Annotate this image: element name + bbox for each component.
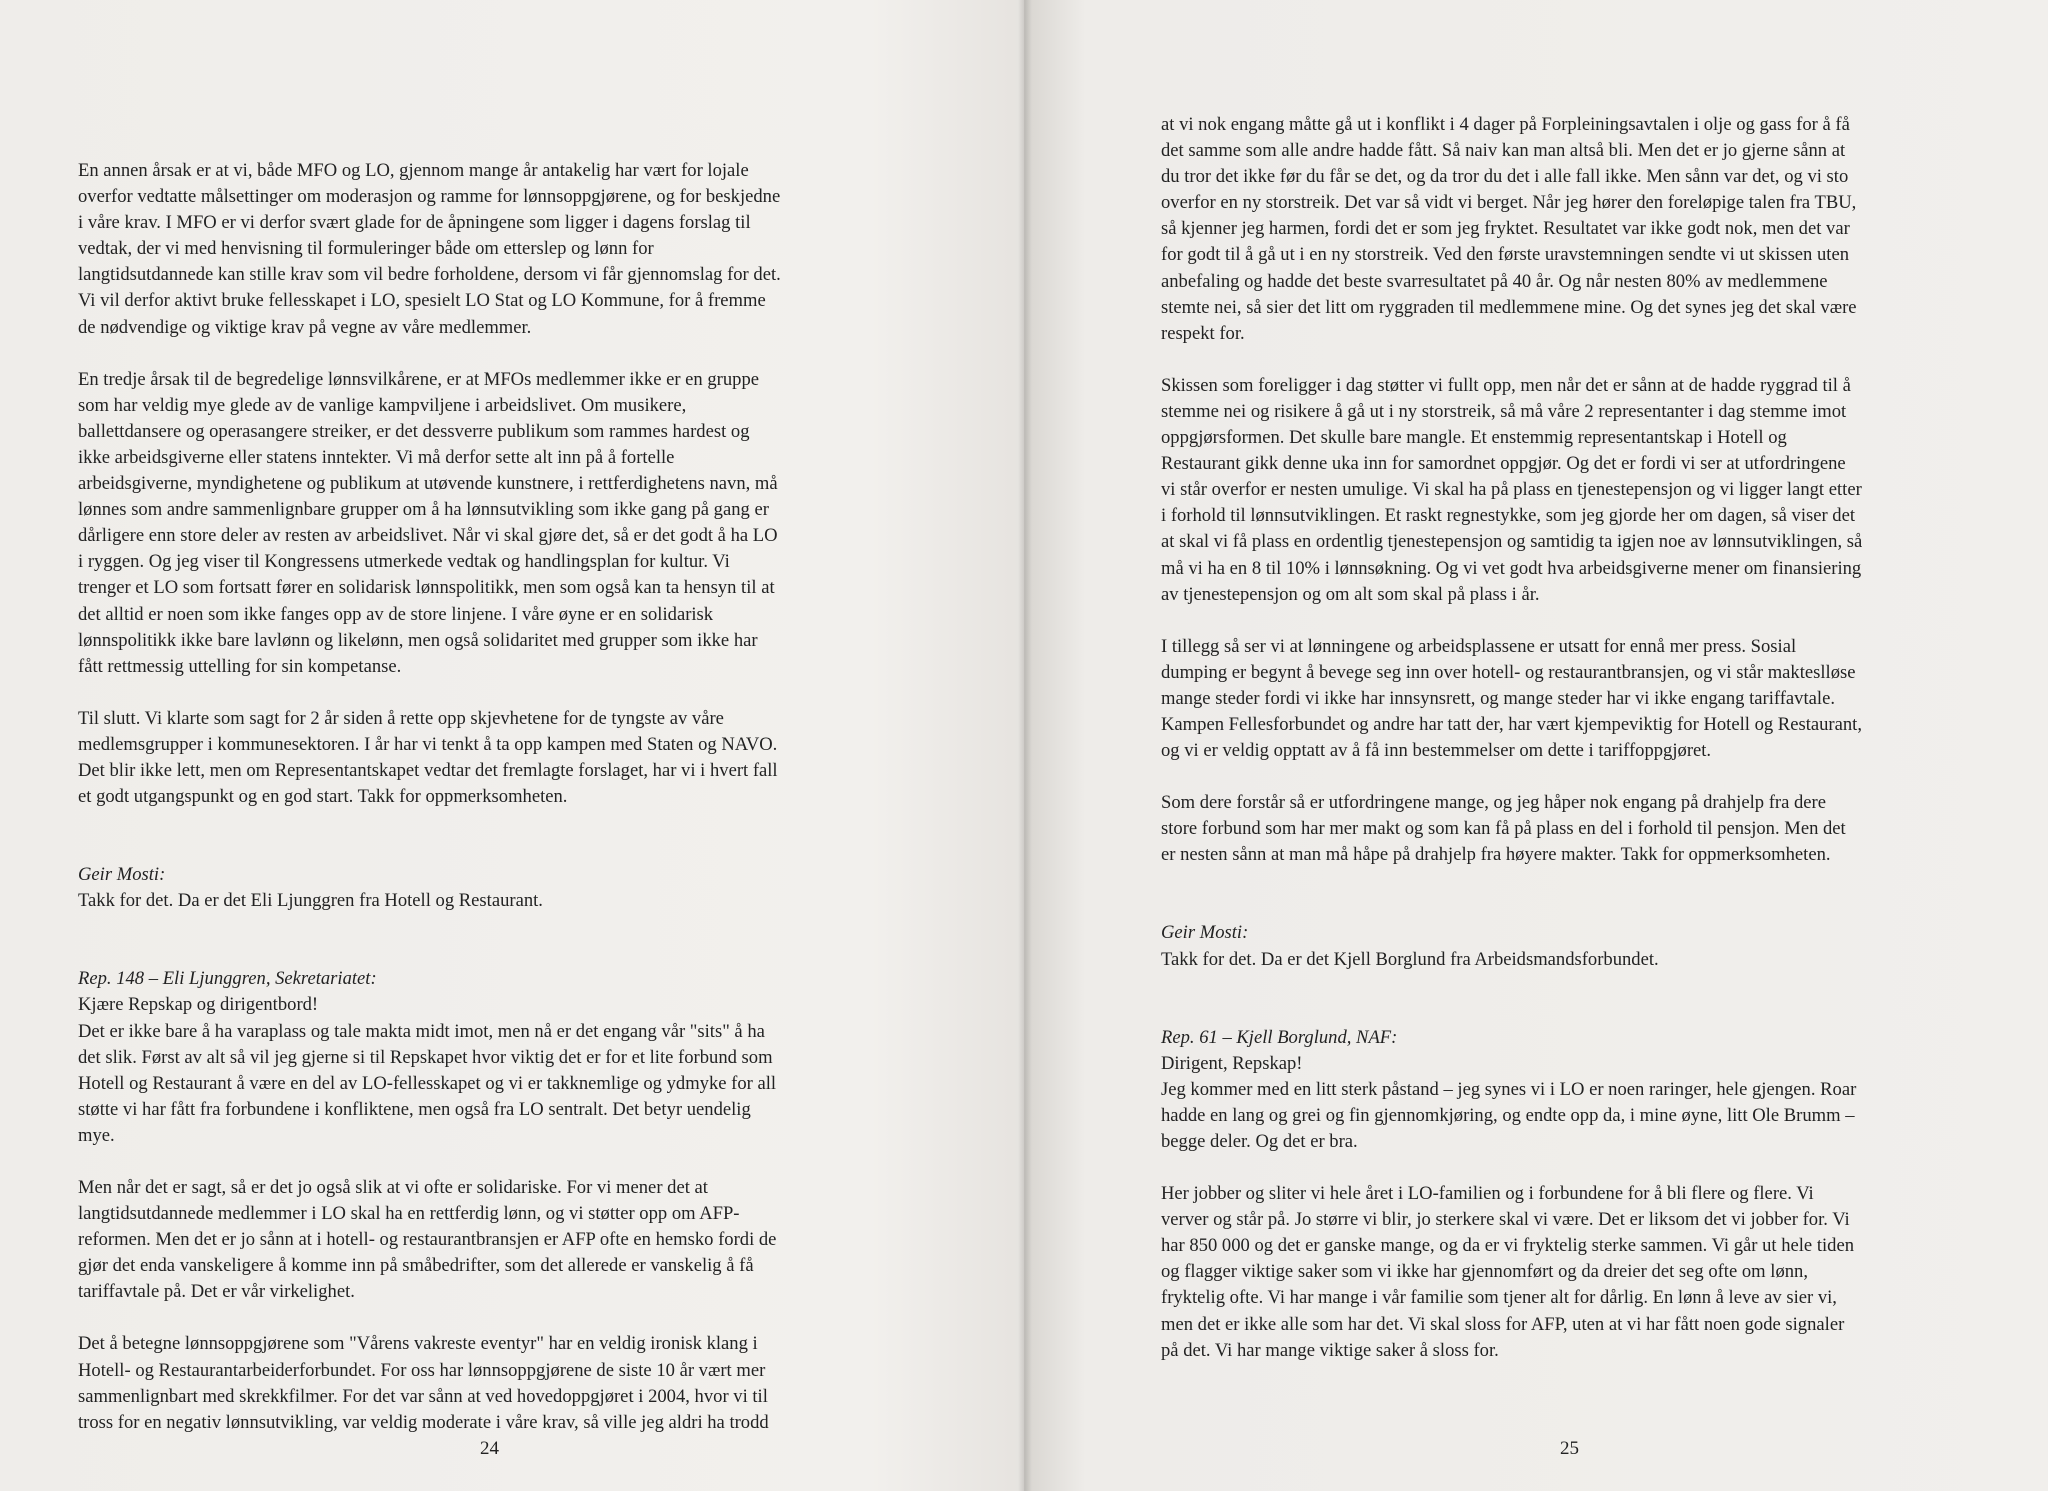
text-line: har 850 000 og det er ganske mange, og da er vi fryktelig sterke sammen. Vi går ut hele tiden [1161, 1235, 1855, 1257]
text-line: begge deler. Og det er bra. [1161, 1131, 1358, 1152]
paragraph [1161, 373, 2011, 608]
text-line: dumping er begynt å bevege seg inn over hotell- og restaurantbransjen, og vi står makteslløse [1161, 661, 1856, 683]
text-line: Jeg kommer med en litt sterk påstand – jeg synes vi i LO er noen raringer, hele gjengen. Roar [1161, 1078, 1857, 1100]
text-line: Dirigent, Repskap! [1161, 1052, 1303, 1074]
text-line: og vi er veldig opptatt av å få inn bestemmelser om dette i tariffoppgjøret. [1161, 740, 1712, 762]
text-line: det alltid er noen som ikke fanges opp av de store linjene. I våre øyne er en solidarisk [78, 603, 714, 625]
page-number: 25 [1560, 1438, 1579, 1459]
speaker-block [1161, 920, 2011, 972]
text-line: i våre krav. I MFO er vi derfor svært glade for de åpningene som ligger i dagens forslag til [78, 212, 751, 234]
text-line: Det å betegne lønnsoppgjørene som "Vårens vakreste eventyr" har en veldig ironisk klang i [78, 1333, 758, 1355]
text-line: tross for en negativ lønnsutvikling, var veldig moderate i våre krav, så ville jeg aldri ha trodd [78, 1411, 769, 1433]
text-line: Kampen Fellesforbundet og andre har tatt der, har vært kjempeviktig for Hotell og Restaurant, [1161, 713, 1862, 735]
paragraph [1161, 790, 2011, 868]
text-line: mange steder fordi vi ikke har innsynsrett, og mange steder har vi ikke engang tariffavtale. [1161, 687, 1835, 709]
text-line: må vi ha en 8 til 10% i lønnsøkning. Og vi vet godt hva arbeidsgiverne mener om finansiering [1161, 557, 1862, 579]
text-line: lønnes som andre sammenlignbare grupper om å ha lønnsutvikling som ikke gang på gang er [78, 499, 769, 521]
text-line: det slik. Først av alt så vil jeg gjerne si til Repskapet hvor viktig det er for et lite forbund som [78, 1046, 773, 1068]
text-line: langtidsutdannede kan stille krav som vil bedre forholdene, dersom vi får gjennomslag for det. [78, 264, 781, 286]
text-line: store forbund som har mer makt og som kan få på plass en del i forhold til pensjon. Men det [1161, 818, 1846, 840]
paragraph [1161, 112, 2011, 347]
text-line: trenger et LO som fortsatt fører en solidarisk lønnspolitikk, men som også kan ta hensyn til at [78, 577, 775, 599]
text-line: Men når det er sagt, så er det jo også slik at vi ofte er solidariske. For vi mener det at [78, 1177, 708, 1198]
text-line: Til slutt. Vi klarte som sagt for 2 år siden å rette opp skjevhetene for de tyngste av våre [78, 707, 724, 729]
text-line: verver og står på. Jo større vi blir, jo sterkere skal vi være. Det er liksom det vi jobber for. Vi [1161, 1209, 1850, 1231]
text-line: overfor vedtatte målsettinger om moderasjon og ramme for lønnsoppgjørene, og for beskjedne [78, 186, 781, 208]
text-line: at vi nok engang måtte gå ut i konflikt i 4 dager på Forpleiningsavtalen i olje og gass for å få [1161, 114, 1850, 135]
text-line: Vi vil derfor aktivt bruke fellesskapet i LO, spesielt LO Stat og LO Kommune, for å fremme [78, 290, 766, 312]
text-line: Som dere forstår så er utfordringene mange, og jeg håper nok engang på drahjelp fra dere [1161, 792, 1826, 814]
text-line: fått rettmessig uttelling for sin kompetanse. [78, 655, 402, 677]
text-line: Takk for det. Da er det Kjell Borglund fra Arbeidsmandsforbundet. [1161, 948, 1659, 970]
text-line: Her jobber og sliter vi hele året i LO-familien og i forbundene for å bli flere og flere. Vi [1161, 1183, 1814, 1205]
speaker-name: Rep. 148 – Eli Ljunggren, Sekretariatet: [78, 968, 377, 990]
text-line: En tredje årsak til de begredelige lønnsvilkårene, er at MFOs medlemmer ikke er en gruppe [78, 368, 760, 390]
text-line: vedtak, der vi med henvisning til formuleringer både om etterslep og lønn for [78, 238, 654, 260]
text-line: overfor en ny storstreik. Det var så vidt vi berget. Når jeg hører den foreløpige talen fra TBU, [1161, 192, 1857, 214]
text-line: det samme som alle andre hadde fått. Så naiv kan man altså bli. Men det er jo gjerne sånn at [1161, 140, 1846, 162]
paragraph [1161, 634, 2011, 764]
book-gutter [1018, 0, 1032, 1491]
paragraph [78, 367, 914, 680]
spacer [1161, 894, 2011, 920]
speaker-block [78, 966, 914, 1149]
text-line: respekt for. [1161, 322, 1245, 344]
text-line: et godt utgangspunkt og en god start. Takk for oppmerksomheten. [78, 786, 568, 808]
speaker-block [1161, 1025, 2011, 1155]
paragraph [78, 158, 914, 341]
text-line: Hotell- og Restaurantarbeiderforbundet. For oss har lønnsoppgjørene de siste 10 år vært mer [78, 1359, 766, 1381]
text-line: som har veldig mye glede av de vanlige kampviljene i arbeidslivet. Om musikere, [78, 394, 687, 416]
text-line: stemme nei og risikere å gå ut i ny storstreik, så må våre 2 representanter i dag stemme imot [1161, 400, 1847, 422]
text-line: reformen. Men det er jo sånn at i hotell- og restaurantbransjen er AFP ofte en hemsko fordi de [78, 1229, 777, 1251]
text-line: Det er ikke bare å ha varaplass og tale makta midt imot, men nå er det engang vår "sits" å ha [78, 1020, 765, 1042]
spacer [78, 940, 914, 966]
text-line: langtidsutdannede medlemmer i LO skal ha en rettferdig lønn, og vi støtter opp om AFP- [78, 1203, 740, 1225]
text-line: for godt til å gå ut i en ny storstreik. Ved den første uravstemningen sendte vi ut skissen uten [1161, 244, 1850, 266]
text-line: mye. [78, 1124, 115, 1146]
text-line: stemte nei, så sier det litt om ryggraden til medlemmene mine. Og det synes jeg det skal være [1161, 296, 1857, 318]
text-line: lønnspolitikk ikke bare lavlønn og likelønn, men også solidaritet med grupper som ikke har [78, 629, 758, 651]
text-line: på det. Vi har mange viktige saker å sloss for. [1161, 1339, 1499, 1361]
text-line: at skal vi få plass en ordentlig tjenestepensjon og samtidig ta igjen noe av lønnsutviklingen, så [1161, 531, 1863, 553]
speaker-name: Geir Mosti: [1161, 922, 1249, 944]
speaker-name: Geir Mosti: [78, 864, 166, 886]
speaker-name: Rep. 61 – Kjell Borglund, NAF: [1161, 1026, 1398, 1048]
text-line: anbefaling og hadde det beste svarresultatet på 40 år. Og når nesten 80% av medlemmene [1161, 270, 1828, 292]
text-line: tariffavtale på. Det er vår virkelighet. [78, 1281, 355, 1303]
spacer [1161, 999, 2011, 1025]
text-line: gjør det enda vanskeligere å komme inn på småbedrifter, som det allerede er vanskelig å få [78, 1255, 754, 1277]
text-line: Skissen som foreligger i dag støtter vi fullt opp, men når det er sånn at de hadde ryggrad til å [1161, 374, 1851, 396]
right-page-text [1161, 112, 2011, 1390]
text-line: men det er ikke alle som har det. Vi skal sloss for AFP, uten at vi har fått noen gode signaler [1161, 1313, 1845, 1335]
paragraph [78, 1175, 914, 1305]
text-line: I tillegg så ser vi at lønningene og arbeidsplassene er utsatt for ennå mer press. Sosial [1161, 635, 1797, 657]
text-line: fryktelig ofte. Vi har mange i vår familie som tjener alt for dårlig. En lønn å leve av sier vi, [1161, 1287, 1837, 1309]
text-line: En annen årsak er at vi, både MFO og LO, gjennom mange år antakelig har vært for lojale [78, 160, 749, 181]
paragraph [78, 1331, 914, 1435]
text-line: Restaurant gikk denne uka inn for samordnet oppgjør. Og det er fordi vi ser at utfordringene [1161, 453, 1846, 475]
text-line: sammenlignbart med skrekkfilmer. For det var sånn at ved hovedoppgjøret i 2004, hvor vi til [78, 1385, 768, 1407]
text-line: og flagger viktige saker som vi ikke har gjennomført og da dreier det seg ofte om lønn, [1161, 1261, 1808, 1283]
speaker-block [78, 862, 914, 914]
text-line: er nesten sånn at man må håpe på drahjelp fra høyere makter. Takk for oppmerksomheten. [1161, 844, 1831, 866]
text-line: du tror det ikke før du får se det, og da tror du det i alle fall ikke. Men sånn var det, og vi sto [1161, 166, 1849, 188]
spacer [78, 836, 914, 862]
text-line: Takk for det. Da er det Eli Ljunggren fra Hotell og Restaurant. [78, 890, 543, 912]
text-line: av tjenestepensjon og om alt som skal på plass i år. [1161, 583, 1540, 605]
text-line: ikke arbeidsgiverne eller statens inntekter. Vi må derfor sette alt inn på å fortelle [78, 446, 675, 468]
text-line: dårligere enn store deler av resten av arbeidslivet. Når vi skal gjøre det, så er det godt å ha LO [78, 525, 778, 547]
text-line: oppgjørsformen. Det skulle bare mangle. Et enstemmig representantskap i Hotell og [1161, 427, 1787, 449]
page-number: 24 [480, 1438, 499, 1459]
text-line: støtte vi har fått fra forbundene i konfliktene, men også fra LO sentralt. Det betyr uendelig [78, 1098, 751, 1120]
text-line: vi står overfor er nesten umulige. Vi skal ha på plass en tjenestepensjon og vi ligger langt etter [1161, 479, 1862, 501]
text-line: Kjære Repskap og dirigentbord! [78, 994, 319, 1016]
text-line: de nødvendige og viktige krav på vegne av våre medlemmer. [78, 316, 532, 338]
text-line: medlemsgrupper i kommunesektoren. I år har vi tenkt å ta opp kampen med Staten og NAVO. [78, 733, 778, 755]
text-line: i ryggen. Og jeg viser til Kongressens utmerkede vedtak og handlingsplan for kultur. Vi [78, 551, 730, 573]
paragraph [1161, 1181, 2011, 1364]
left-page-text [78, 158, 914, 1462]
text-line: Det blir ikke lett, men om Representantskapet vedtar det fremlagte forslaget, har vi i hvert fall [78, 759, 778, 781]
paragraph [78, 706, 914, 810]
text-line: i forhold til lønnsutviklingen. Et raskt regnestykke, som jeg gjorde her om dagen, så viser det [1161, 505, 1856, 527]
text-line: Hotell og Restaurant å være en del av LO-fellesskapet og vi er takknemlige og ydmyke for all [78, 1072, 777, 1094]
text-line: så kjenner jeg harmen, fordi det er som jeg fryktet. Resultatet var ikke godt nok, men det var [1161, 218, 1850, 240]
text-line: arbeidsgiverne, myndighetene og publikum at utøvende kunstnere, i rettferdighetens navn, må [78, 473, 778, 495]
text-line: hadde en lang og grei og fin gjennomkjøring, og endte opp da, i mine øyne, litt Ole Brumm – [1161, 1104, 1855, 1126]
text-line: ballettdansere og operasangere streiker, er det dessverre publikum som rammes hardest og [78, 420, 750, 442]
right-page [1024, 0, 2048, 1491]
